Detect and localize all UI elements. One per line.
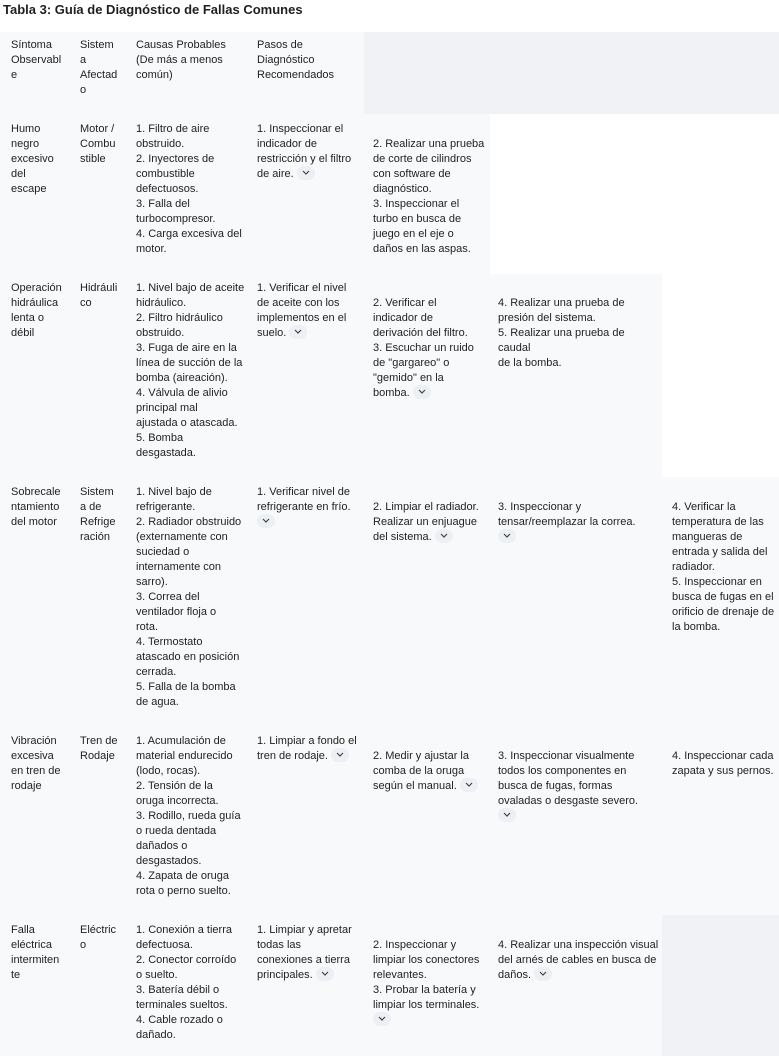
chevron-down-icon[interactable]	[413, 385, 431, 399]
row-3-causas: 1. Nivel bajo de refrigerante. 2. Radiador obstruido (externamente con suciedad o internamente con sarro). 3. Correa del ventilador floja o rota. 4. Termostato atascado en posición cerrada. 5. Falla de la bomba de agua.	[136, 486, 242, 708]
row-5-paso-3: 4. Realizar una inspección visual del arnés de cables en busca de daños.	[498, 939, 659, 981]
row-5-causas: 1. Conexión a tierra defectuosa. 2. Conector corroído o suelto. 3. Batería débil o terminales sueltos. 4. Cable rozado o dañado.	[136, 924, 237, 1041]
row-1-paso-2: 2. Realizar una prueba de corte de cilindros con software de diagnóstico. 3. Inspeccionar el turbo en busca de juego en el eje o daños en las aspas.	[373, 138, 485, 255]
chevron-down-icon[interactable]	[373, 1012, 391, 1026]
chevron-down-icon[interactable]	[435, 529, 453, 543]
row-2-sintoma: Operación hidráulica lenta o débil	[11, 282, 62, 339]
chevron-down-icon[interactable]	[316, 967, 334, 981]
row-3-sintoma: Sobrecale ntamiento del motor	[11, 486, 61, 528]
row-4-paso-3: 3. Inspeccionar visualmente todos los componentes en busca de fugas, formas ovaladas o desgaste severo.	[498, 749, 660, 824]
row-1-sistema: Motor / Combu stible	[80, 123, 116, 165]
row-1-causas: 1. Filtro de aire obstruido. 2. Inyectores de combustible defectuosos. 3. Falla del turbocompresor. 4. Carga excesiva del motor.	[136, 123, 242, 255]
row-2-paso-2: 2. Verificar el indicador de derivación del filtro. 3. Escuchar un ruido de "gargareo" o "gemido" en la bomba.	[373, 297, 474, 399]
row-1-sintoma: Humo negro excesivo del escape	[11, 123, 54, 195]
row-2-paso-3: 4. Realizar una prueba de presión del sistema. 5. Realizar una prueba de caudal de la bomba.	[498, 297, 625, 369]
row-5-paso-2: 2. Inspeccionar y limpiar los conectores relevantes. 3. Probar la batería y limpiar los terminales.	[373, 938, 491, 1028]
row-4-causas: 1. Acumulación de material endurecido (lodo, rocas). 2. Tensión de la oruga incorrecta. 3. Rodillo, rueda guía o rueda dentada dañados o desgastados. 4. Zapata de oruga rota o perno suelto.	[136, 735, 241, 897]
row-5-sintoma: Falla eléctrica intermiten te	[11, 924, 60, 981]
row-4-paso-4: 4. Inspeccionar cada zapata y sus pernos.	[672, 750, 774, 777]
row-4-sistema: Tren de Rodaje	[80, 735, 118, 762]
row-3-paso-4: 4. Verificar la temperatura de las mangueras de entrada y salida del radiador. 5. Inspeccionar en busca de fugas en el orificio de drenaje de la bomba.	[672, 501, 775, 633]
row-4-paso-1: 1. Limpiar a fondo el tren de rodaje.	[257, 735, 357, 762]
chevron-down-icon[interactable]	[297, 166, 315, 180]
header-causas: Causas Probables (De más a menos común)	[136, 39, 226, 81]
row-2-paso-1: 1. Verificar el nivel de aceite con los implementos en el suelo.	[257, 282, 347, 339]
row-3-sistema: Sistem a de Refrige ración	[80, 486, 116, 543]
header-sistema: Sistem a Afectad o	[80, 39, 118, 96]
row-5-sistema: Eléctric o	[80, 924, 117, 951]
chevron-down-icon[interactable]	[331, 748, 349, 762]
row-2-sistema: Hidráuli co	[80, 282, 118, 309]
row-5-paso-1: 1. Limpiar y apretar todas las conexiones a tierra principales.	[257, 924, 352, 981]
empty-cell	[662, 915, 779, 1056]
chevron-down-icon[interactable]	[257, 514, 275, 528]
chevron-down-icon[interactable]	[498, 529, 516, 543]
chevron-down-icon[interactable]	[498, 808, 516, 822]
row-4-sintoma: Vibración excesiva en tren de rodaje	[11, 735, 61, 792]
header-sintoma: Síntoma Observabl e	[11, 39, 62, 81]
chevron-down-icon[interactable]	[460, 778, 478, 792]
row-3-paso-2: 2. Limpiar el radiador. Realizar un enjuague del sistema.	[373, 501, 479, 543]
row-3-paso-1: 1. Verificar nivel de refrigerante en frío.	[257, 485, 363, 530]
chevron-down-icon[interactable]	[289, 325, 307, 339]
empty-cell	[364, 32, 779, 114]
header-pasos: Pasos de Diagnóstico Recomendados	[257, 39, 335, 81]
row-2-causas: 1. Nivel bajo de aceite hidráulico. 2. Filtro hidráulico obstruido. 3. Fuga de aire en la línea de succión de la bomba (aireación). 4. Válvula de alivio principal mal ajustada o atascada. 5. Bomba desgastada.	[136, 282, 245, 459]
row-4-paso-2: 2. Medir y ajustar la comba de la oruga según el manual.	[373, 749, 491, 794]
table-title: Tabla 3: Guía de Diagnóstico de Fallas Comunes	[3, 2, 303, 17]
chevron-down-icon[interactable]	[534, 967, 552, 981]
row-3-paso-3: 3. Inspeccionar y tensar/reemplazar la correa.	[498, 500, 660, 545]
row-1-paso-1: 1. Inspeccionar el indicador de restricción y el filtro de aire.	[257, 123, 352, 180]
